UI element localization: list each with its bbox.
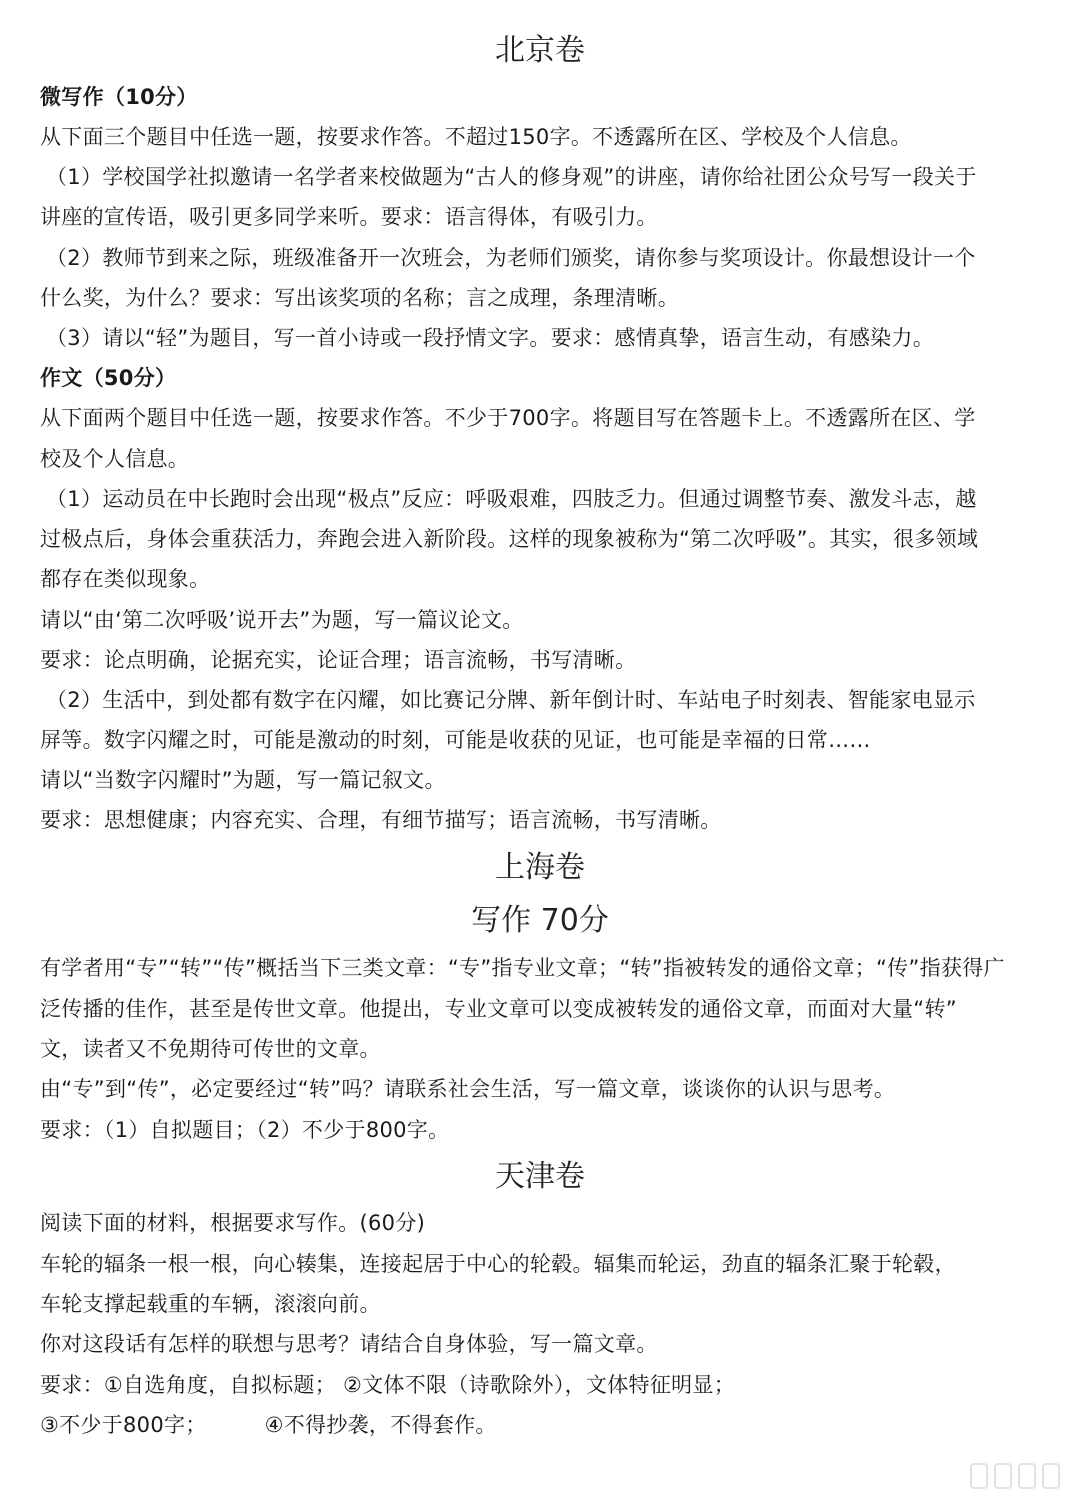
paragraph-line: 请以“当数字闪耀时”为题，写一篇记叙文。 xyxy=(40,768,446,792)
paragraph-line: （2）生活中，到处都有数字在闪耀，如比赛记分牌、新年倒计时、车站电子时刻表、智能家电显示 xyxy=(46,688,976,712)
paragraph-line-last xyxy=(40,1405,1050,1445)
paragraph-line: 过极点后，身体会重获活力，奔跑会进入新阶段。这样的现象被称为“第二次呼吸”。其实，很多领域 xyxy=(40,527,979,551)
paragraph-line: 由“专”到“传”，必定要经过“转”吗？请联系社会生活，写一篇文章，谈谈你的认识与思考。 xyxy=(40,1077,896,1101)
paragraph-line: （3）请以“轻”为题目，写一首小诗或一段抒情文字。要求：感情真挚，语言生动，有感染力。 xyxy=(46,326,935,350)
paragraph-line: （2）教师节到来之际，班级准备开一次班会，为老师们颁奖，请你参与奖项设计。你最想设计一个 xyxy=(46,246,976,270)
paragraph-line: 什么奖，为什么？要求：写出该奖项的名称；言之成理，条理清晰。 xyxy=(40,286,679,310)
paragraph-line: 屏等。数字闪耀之时，可能是激动的时刻，可能是收获的见证，也可能是幸福的日常…… xyxy=(40,728,871,752)
paragraph-line: 从下面两个题目中任选一题，按要求作答。不少于700字。将题目写在答题卡上。不透露所在区、学 xyxy=(40,406,976,430)
paragraph-line: 阅读下面的材料，根据要求写作。(60分) xyxy=(40,1211,426,1235)
watermark-glyph xyxy=(1042,1463,1060,1489)
paragraph-line: 车轮的辐条一根一根，向心辏集，连接起居于中心的轮毂。辐集而轮运，劲直的辐条汇聚于轮毂， xyxy=(40,1252,956,1276)
paragraph-line: 文，读者又不免期待可传世的文章。 xyxy=(40,1037,381,1061)
paragraph-line: 要求：①自选角度，自拟标题； ②文体不限（诗歌除外），文体特征明显； xyxy=(40,1373,736,1397)
shanghai-subtitle: 写作 70分 xyxy=(471,903,609,938)
paragraph-line: （1）运动员在中长跑时会出现“极点”反应：呼吸艰难，四肢乏力。但通过调整节奏、激发斗志，越 xyxy=(46,487,977,511)
paragraph-line: 车轮支撑起载重的车辆，滚滚向前。 xyxy=(40,1292,381,1316)
paragraph-line: 都存在类似现象。 xyxy=(40,567,211,591)
paragraph-line: 要求：思想健康；内容充实、合理，有细节描写；语言流畅，书写清晰。 xyxy=(40,808,722,832)
tianjin-title: 天津卷 xyxy=(495,1159,585,1194)
watermark-icon xyxy=(970,1458,1060,1494)
paragraph-line: 请以“由‘第二次呼吸’说开去”为题，写一篇议论文。 xyxy=(40,608,524,632)
paragraph-line: 泛传播的佳作，甚至是传世文章。他提出，专业文章可以变成被转发的通俗文章，而面对大量“转” xyxy=(40,997,957,1021)
paragraph-line: 要求：（1）自拟题目；（2）不少于800字。 xyxy=(40,1118,450,1142)
paragraph-line: 要求：论点明确，论据充实，论证合理；语言流畅，书写清晰。 xyxy=(40,648,637,672)
watermark-glyph xyxy=(970,1463,988,1489)
requirement-no-plagiarism: ④不得抄袭，不得套作。 xyxy=(264,1413,497,1437)
essay-heading: 作文（50分） xyxy=(40,366,177,390)
paragraph-line: 从下面三个题目中任选一题，按要求作答。不超过150字。不透露所在区、学校及个人信息。 xyxy=(40,125,912,149)
watermark-glyph xyxy=(1018,1463,1036,1489)
paragraph-line: 有学者用“专”“转”“传”概括当下三类文章：“专”指专业文章；“转”指被转发的通俗文章；“传”指获得广 xyxy=(40,956,1005,980)
paragraph-line: 讲座的宣传语，吸引更多同学来听。要求：语言得体，有吸引力。 xyxy=(40,205,658,229)
watermark-glyph xyxy=(994,1463,1012,1489)
paragraph-line: （1）学校国学社拟邀请一名学者来校做题为“古人的修身观”的讲座，请你给社团公众号写一段关于 xyxy=(46,165,977,189)
paragraph-line: 你对这段话有怎样的联想与思考？请结合自身体验，写一篇文章。 xyxy=(40,1332,658,1356)
micro-writing-heading: 微写作（10分） xyxy=(40,85,198,109)
paragraph-line: 校及个人信息。 xyxy=(40,447,190,471)
requirement-word-count: ③不少于800字； xyxy=(40,1413,207,1437)
beijing-title: 北京卷 xyxy=(495,33,585,68)
shanghai-title: 上海卷 xyxy=(495,850,585,885)
